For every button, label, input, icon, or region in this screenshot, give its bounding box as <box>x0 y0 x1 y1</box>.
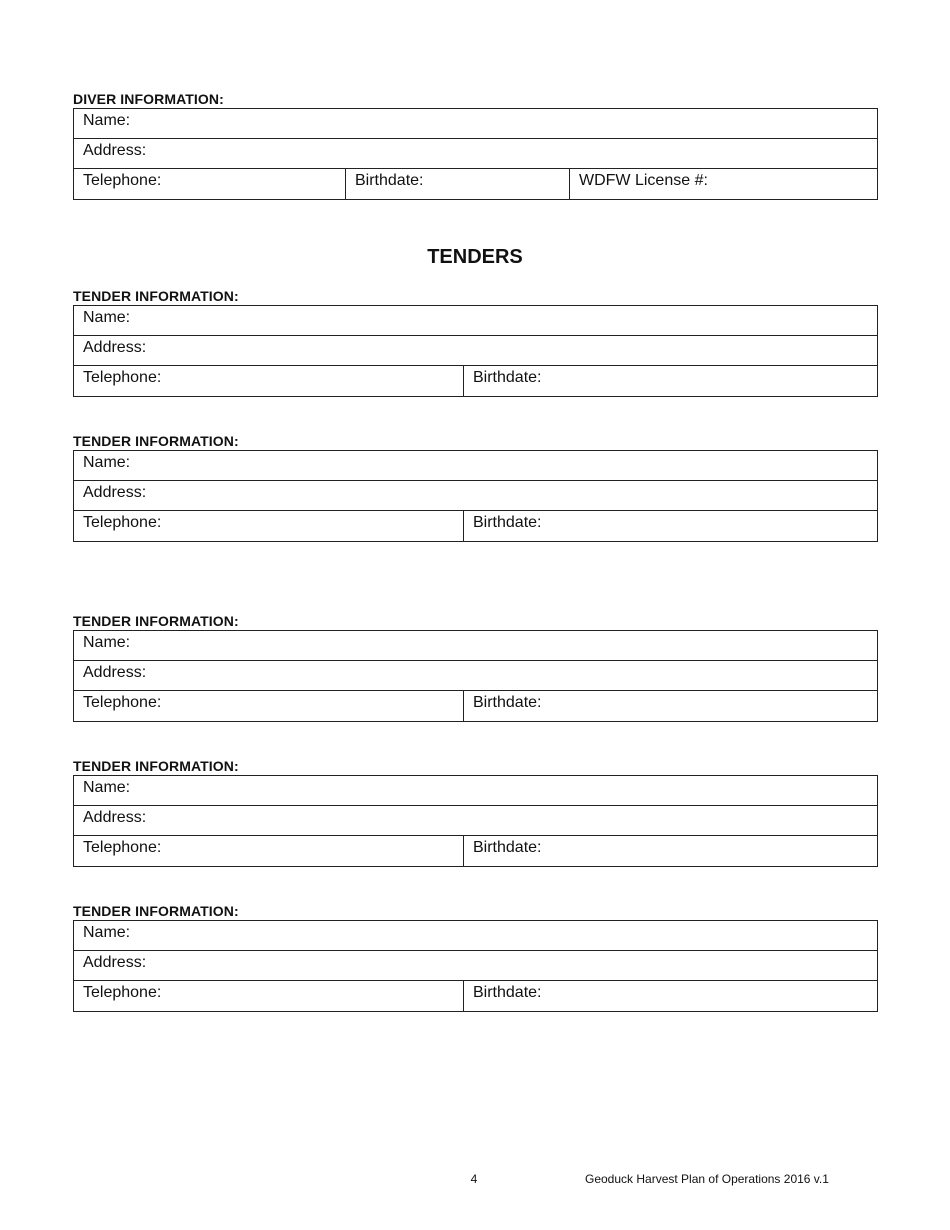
diver-telephone-field[interactable]: Telephone: <box>74 169 346 199</box>
tender-contact-row <box>74 691 877 721</box>
tender-info-form <box>73 450 878 542</box>
tender-address-field[interactable]: Address: <box>83 664 147 681</box>
tender-birthdate-field[interactable]: Birthdate: <box>473 514 542 531</box>
tender-name-field[interactable]: Name: <box>83 309 131 326</box>
tender-info-form <box>73 920 878 1012</box>
tender-name-row <box>74 631 877 661</box>
diver-birthdate-field[interactable]: Birthdate: <box>346 169 570 199</box>
tender-contact-row <box>74 366 877 396</box>
tender-section-label: TENDER INFORMATION: <box>73 903 239 919</box>
tender-address-row <box>74 661 877 691</box>
tender-address-field[interactable]: Address: <box>83 339 147 356</box>
tender-address-field[interactable]: Address: <box>83 954 147 971</box>
diver-section-label: DIVER INFORMATION: <box>73 91 224 107</box>
tender-name-field[interactable]: Name: <box>83 924 131 941</box>
diver-name-row <box>74 109 877 139</box>
tender-name-row <box>74 921 877 951</box>
tender-telephone-field[interactable]: Telephone: <box>74 511 464 541</box>
tender-contact-row <box>74 836 877 866</box>
tender-address-row <box>74 806 877 836</box>
tender-telephone-field[interactable]: Telephone: <box>74 836 464 866</box>
tender-address-row <box>74 951 877 981</box>
tender-birthdate-field[interactable]: Birthdate: <box>473 839 542 856</box>
tender-section-label: TENDER INFORMATION: <box>73 433 239 449</box>
tender-birthdate-field[interactable]: Birthdate: <box>473 984 542 1001</box>
tender-section-label: TENDER INFORMATION: <box>73 613 239 629</box>
diver-contact-row <box>74 169 877 199</box>
tender-section-label: TENDER INFORMATION: <box>73 758 239 774</box>
tender-name-row <box>74 776 877 806</box>
diver-info-form <box>73 108 878 200</box>
tender-section-label: TENDER INFORMATION: <box>73 288 239 304</box>
tender-name-field[interactable]: Name: <box>83 454 131 471</box>
tender-name-row <box>74 306 877 336</box>
diver-name-field[interactable]: Name: <box>83 112 131 129</box>
tender-info-form <box>73 630 878 722</box>
diver-address-field[interactable]: Address: <box>83 142 147 159</box>
tender-telephone-field[interactable]: Telephone: <box>74 691 464 721</box>
diver-address-row <box>74 139 877 169</box>
footer-page-number: 4 <box>470 1172 478 1186</box>
tender-name-row <box>74 451 877 481</box>
tenders-heading: TENDERS <box>427 246 523 268</box>
tender-name-field[interactable]: Name: <box>83 634 131 651</box>
tender-address-field[interactable]: Address: <box>83 484 147 501</box>
tender-info-form <box>73 305 878 397</box>
tender-address-field[interactable]: Address: <box>83 809 147 826</box>
tender-telephone-field[interactable]: Telephone: <box>74 981 464 1011</box>
tender-info-form <box>73 775 878 867</box>
diver-license-field[interactable]: WDFW License #: <box>579 172 708 189</box>
footer-document-title: Geoduck Harvest Plan of Operations 2016 v.1 <box>585 1172 829 1186</box>
tender-address-row <box>74 481 877 511</box>
tender-name-field[interactable]: Name: <box>83 779 131 796</box>
tender-birthdate-field[interactable]: Birthdate: <box>473 369 542 386</box>
tender-address-row <box>74 336 877 366</box>
tender-birthdate-field[interactable]: Birthdate: <box>473 694 542 711</box>
tender-contact-row <box>74 511 877 541</box>
tender-telephone-field[interactable]: Telephone: <box>74 366 464 396</box>
tender-contact-row <box>74 981 877 1011</box>
